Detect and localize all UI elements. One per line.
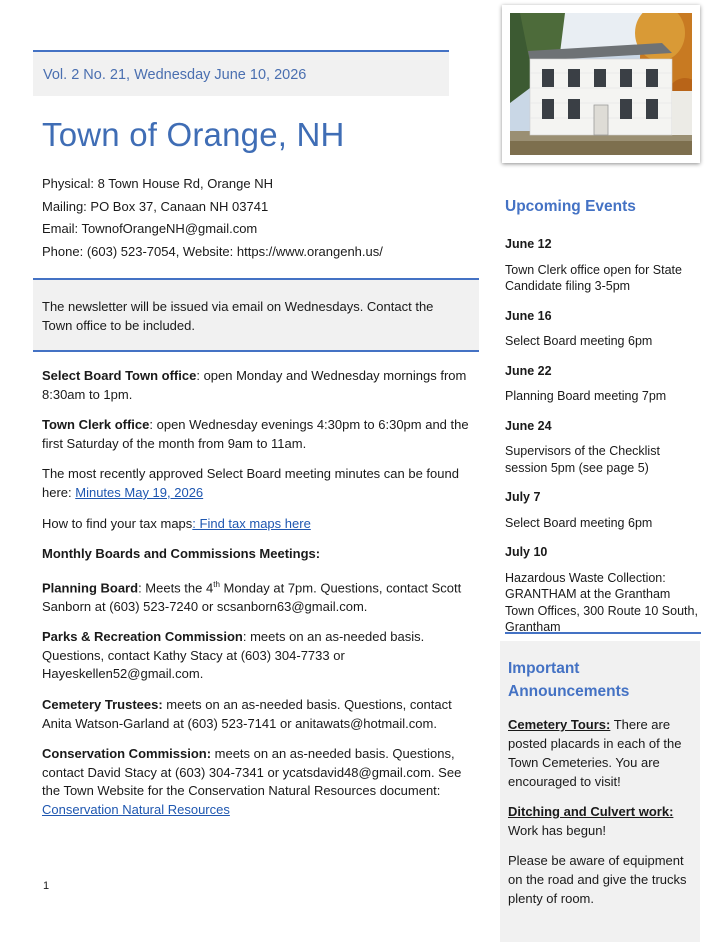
town-clerk-paragraph: Town Clerk office: open Wednesday evenings 4:30pm to 6:30pm and the first Saturday of the month from 9am to 11am. [42, 417, 469, 451]
event-date: June 24 [505, 418, 552, 433]
minutes-link[interactable]: Minutes May 19, 2026 [75, 484, 204, 500]
event-desc: Select Board meeting 6pm [505, 334, 653, 348]
town-house-photo [502, 5, 700, 163]
cemetery-tours-heading: Cemetery Tours: [508, 717, 611, 732]
event-item [505, 363, 701, 405]
event-date: July 10 [505, 545, 548, 559]
town-house-image [510, 13, 692, 155]
ditching-heading: Ditching and Culvert work: [508, 804, 674, 819]
monthly-heading: Monthly Boards and Commissions Meetings: [42, 546, 321, 562]
event-item [505, 236, 701, 295]
cemetery-paragraph: Cemetery Trustees: meets on an as-needed basis. Questions, contact Anita Watson-Garland at (603) 523-7141 or anitawats@hotmail.com. [42, 697, 452, 731]
event-desc: Supervisors of the Checklist session 5pm (see page 5) [505, 444, 660, 475]
ditching-announcement: Ditching and Culvert work: Work has begun! [508, 804, 674, 838]
event-item [505, 308, 701, 350]
office-info [42, 367, 482, 832]
newsletter-notice-box [33, 278, 479, 352]
planning-board-label: Planning Board [42, 580, 139, 596]
announcements-box [500, 641, 700, 942]
road-equipment-notice: Please be aware of equipment on the road and give the trucks plenty of room. [508, 853, 687, 906]
cemetery-tours-announcement: Cemetery Tours: There are posted placards in each of the Town Cemeteries. You are encouraged to visit! [508, 717, 682, 789]
mailing-address: Mailing: PO Box 37, Canaan NH 03741 [42, 198, 269, 214]
tax-maps-paragraph: How to find your tax maps: Find tax maps here [42, 515, 311, 531]
upcoming-events-title: Upcoming Events [505, 198, 636, 215]
page-title: Town of Orange, NH [42, 116, 345, 153]
announcements-title: Important Announcements [508, 660, 630, 700]
event-date: June 22 [505, 363, 552, 378]
conservation-link[interactable]: Conservation Natural Resources [42, 802, 230, 818]
event-date: July 7 [505, 490, 541, 504]
select-board-label: Select Board Town office [42, 368, 197, 383]
physical-address: Physical: 8 Town House Rd, Orange NH [42, 176, 273, 191]
sidebar [500, 0, 705, 942]
parks-label: Parks & Recreation Commission [42, 629, 243, 645]
volume-line: Vol. 2 No. 21, Wednesday June 10, 2026 [43, 67, 307, 83]
tax-maps-link[interactable]: : Find tax maps here [192, 515, 311, 531]
conservation-paragraph: Conservation Commission: meets on an as-needed basis. Questions, contact David Stacy at (603) 304-7341 or ycatsdavid48@gmail.com. See the Town Website for the Conservation Natural Resources document: Conservation Natural Resources [42, 746, 462, 818]
event-desc: Select Board meeting 6pm [505, 515, 653, 530]
event-desc: Planning Board meeting 7pm [505, 389, 667, 403]
event-desc: Town Clerk office open for State Candidate filing 3-5pm [505, 262, 682, 293]
parks-paragraph: Parks & Recreation Commission: meets on an as-needed basis. Questions, contact Kathy Stacy at (603) 304-7733 or Hayeskellen52@gmail.com. [42, 629, 425, 682]
contact-info [42, 173, 383, 263]
event-date: June 16 [505, 308, 552, 323]
newsletter-notice: The newsletter will be issued via email on Wednesdays. Contact the Town office to be included. [42, 299, 434, 333]
town-clerk-label: Town Clerk office [42, 417, 150, 433]
phone-website: Phone: (603) 523-7054, Website: https://www.orangenh.us/ [42, 243, 383, 259]
event-desc: Hazardous Waste Collection: GRANTHAM at the Grantham Town Offices, 300 Route 10 South, Grantham [505, 570, 698, 634]
cemetery-label: Cemetery Trustees: [42, 697, 163, 713]
select-board-paragraph: Select Board Town office: open Monday and Wednesday mornings from 8:30am to 1pm. [42, 368, 467, 402]
event-item [505, 489, 701, 531]
conservation-label: Conservation Commission: [42, 746, 212, 762]
minutes-paragraph: The most recently approved Select Board meeting minutes can be found here: Minutes May 19, 2026 [42, 466, 459, 500]
page-number: 1 [43, 880, 50, 892]
event-item [505, 418, 701, 477]
upcoming-events-list [505, 236, 701, 634]
volume-banner [33, 50, 449, 96]
event-item [505, 544, 701, 634]
email-address: Email: TownofOrangeNH@gmail.com [42, 221, 258, 237]
announcements-body [508, 715, 694, 919]
event-date: June 12 [505, 237, 552, 251]
planning-board-paragraph: Planning Board: Meets the 4th Monday at 7pm. Questions, contact Scott Sanborn at (603) 523-7240 or scsanborn63@gmail.com. [42, 579, 462, 614]
